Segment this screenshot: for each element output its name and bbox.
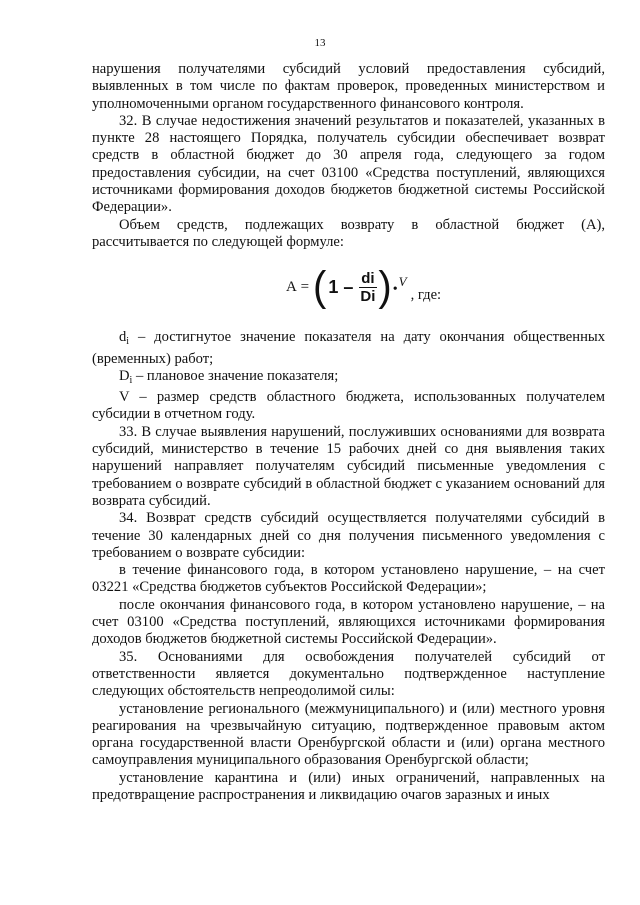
formula-v: V <box>398 273 407 289</box>
formula-close-paren: ) <box>378 264 392 311</box>
formula-where: , где: <box>410 286 442 303</box>
formula-lhs: А = <box>286 278 310 295</box>
document-body <box>92 61 605 804</box>
definition-Di: $D_i$ – плановое значение показателя; <box>119 367 339 386</box>
paragraph-32: 32. В случае недостижения значений результатов и показателей, указанных в пункте 28 настоящего Порядка, получатель субсидии обеспечивает возврат средств в областной бюджет до 30 апреля года, следующего за годом предоставления субсидии, на счет 03100 «Средства поступлений, являющихся источниками формирования доходов бюджетов бюджетной системы Российской Федерации». <box>92 112 605 216</box>
paragraph-35-item-2: установление карантина и (или) иных ограничений, направленных на предотвращение распространения и ликвидацию очагов заразных и иных <box>92 769 605 803</box>
return-formula <box>92 253 605 321</box>
formula-open-paren: ( <box>313 264 327 311</box>
definition-v: V – размер средств областного бюджета, использованных получателем субсидии в отчетном году. <box>92 389 605 423</box>
paragraph-continuation: нарушения получателями субсидий условий предоставления субсидий, выявленных в том числе по фактам проверок, проведенных министерством и уполномоченными органом государственного финансового контроля. <box>92 61 605 112</box>
formula-multiply: • <box>392 281 398 297</box>
paragraph-33: 33. В случае выявления нарушений, послуживших основаниями для возврата субсидий, министерство в течение 15 рабочих дней со дня выявления таких нарушений направляет получателям субсидий письменные уведомления с требованием о возврате субсидий в областной бюджет с указанием оснований для возврата субсидий. <box>92 423 605 509</box>
paragraph-34-item-1: в течение финансового года, в котором установлено нарушение, – на счет 03221 «Средства бюджетов субъектов Российской Федерации»; <box>92 562 605 596</box>
paragraph-volume: Объем средств, подлежащих возврату в областной бюджет (А), рассчитывается по следующей формуле: <box>92 216 605 250</box>
formula-denominator: Di <box>360 287 376 305</box>
paragraph-35-item-1: установление регионального (межмуниципального) и (или) местного уровня реагирования на чрезвычайную ситуацию, подтвержденное правовым актом органа государственной власти Оренбургской области и (или) органа местного самоуправления муниципального образования Оренбургской области; <box>92 700 605 769</box>
formula-one-minus: 1 – <box>328 276 354 297</box>
page-number: 13 <box>314 37 326 49</box>
paragraph-34: 34. Возврат средств субсидий осуществляется получателями субсидий в течение 30 календарных дней со дня получения письменного уведомления с требованием о возврате субсидии: <box>92 510 605 561</box>
paragraph-35: 35. Основаниями для освобождения получателей субсидий от ответственности является документально подтвержденное наступление следующих обстоятельств непреодолимой силы: <box>92 648 605 700</box>
formula-fraction <box>358 270 377 305</box>
definition-di: $d_i$ – достигнутое значение показателя на дату окончания общественных (временных) работ; <box>92 329 605 367</box>
formula-numerator: di <box>361 269 375 287</box>
paragraph-34-item-2: после окончания финансового года, в котором установлено нарушение, – на счет 03100 «Средства поступлений, являющихся источниками формирования доходов бюджетов бюджетной системы Российской Федерации». <box>92 596 605 648</box>
